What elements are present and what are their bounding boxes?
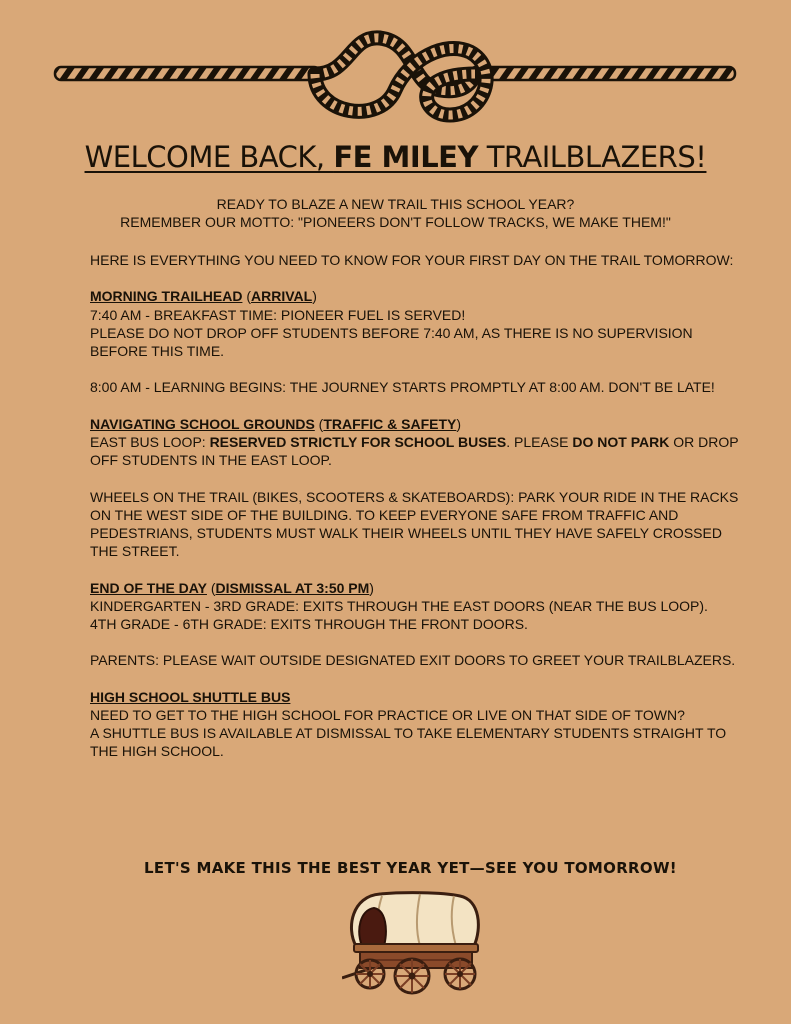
body-content: [90, 251, 740, 761]
dismissal-parents: PARENTS: PLEASE WAIT OUTSIDE DESIGNATED EXIT DOORS TO GREET YOUR TRAILBLAZERS.: [90, 652, 736, 669]
covered-wagon-icon: [342, 888, 484, 1000]
title-post: TRAILBLAZERS!: [477, 140, 707, 174]
shuttle-line-2: A SHUTTLE BUS IS AVAILABLE AT DISMISSAL TO TAKE ELEMENTARY STUDENTS STRAIGHT TO THE HIGH SCHOOL.: [90, 725, 727, 760]
title-pre: WELCOME BACK,: [84, 140, 334, 174]
traffic-bus-loop: EAST BUS LOOP: RESERVED STRICTLY FOR SCHOOL BUSES. PLEASE DO NOT PARK OR DROP OFF STUDENTS IN THE EAST LOOP.: [90, 433, 739, 469]
intro-line-1: READY TO BLAZE A NEW TRAIL THIS SCHOOL YEAR?: [216, 196, 575, 212]
dismissal-k3: KINDERGARTEN - 3RD GRADE: EXITS THROUGH THE EAST DOORS (NEAR THE BUS LOOP).: [90, 597, 708, 614]
arrival-no-dropoff: PLEASE DO NOT DROP OFF STUDENTS BEFORE 7:40 AM, AS THERE IS NO SUPERVISION BEFORE THIS TIME.: [90, 324, 693, 359]
dismissal-heading: END OF THE DAY (DISMISSAL AT 3:50 PM): [90, 579, 374, 596]
closing-message: LET'S MAKE THIS THE BEST YEAR YET—SEE YOU TOMORROW!: [144, 859, 677, 877]
lead-text: HERE IS EVERYTHING YOU NEED TO KNOW FOR YOUR FIRST DAY ON THE TRAIL TOMORROW:: [90, 252, 734, 268]
dismissal-46: 4TH GRADE - 6TH GRADE: EXITS THROUGH THE FRONT DOORS.: [90, 615, 528, 632]
traffic-wheels: WHEELS ON THE TRAIL (BIKES, SCOOTERS & SKATEBOARDS): PARK YOUR RIDE IN THE RACKS ON THE WEST SIDE OF THE BUILDING. TO KEEP EVERYONE SAFE FROM TRAFFIC AND PEDESTRIANS, STUDENTS MUST WALK THEIR WHEELS UNTIL THEY HAVE SAFELY CROSSED THE STREET.: [90, 488, 739, 560]
arrival-heading: MORNING TRAILHEAD (ARRIVAL): [90, 288, 317, 305]
traffic-heading: NAVIGATING SCHOOL GROUNDS (TRAFFIC & SAFETY): [90, 415, 462, 432]
arrival-learning: 8:00 AM - LEARNING BEGINS: THE JOURNEY STARTS PROMPTLY AT 8:00 AM. DON'T BE LATE!: [90, 379, 715, 396]
page-title: [0, 140, 791, 174]
arrival-breakfast: 7:40 AM - BREAKFAST TIME: PIONEER FUEL IS SERVED!: [90, 306, 466, 323]
intro-motto: REMEMBER OUR MOTTO: "PIONEERS DON'T FOLLOW TRACKS, WE MAKE THEM!": [120, 214, 671, 230]
shuttle-line-1: NEED TO GET TO THE HIGH SCHOOL FOR PRACTICE OR LIVE ON THAT SIDE OF TOWN?: [90, 706, 685, 723]
title-school-name: FE MILEY: [333, 140, 478, 174]
intro: [0, 195, 791, 231]
shuttle-heading: HIGH SCHOOL SHUTTLE BUS: [90, 688, 291, 705]
rope-knot-icon: [50, 30, 740, 130]
